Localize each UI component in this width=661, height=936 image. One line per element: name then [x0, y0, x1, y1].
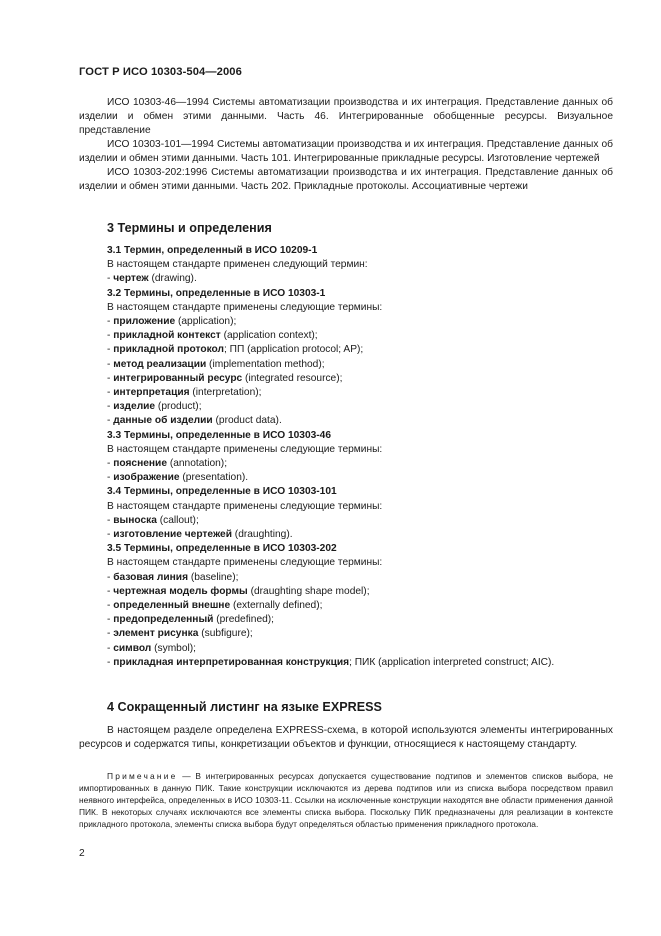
term-bullet: - [107, 642, 114, 654]
term-item [107, 656, 613, 670]
term-name: чертеж [113, 273, 149, 285]
term-translation: (implementation method); [206, 358, 325, 370]
term-translation: (annotation); [167, 458, 228, 470]
term-translation: (application); [175, 316, 237, 328]
term-name: данные об изделии [113, 415, 213, 427]
terms-and-definitions [107, 244, 613, 670]
term-bullet: - [107, 372, 114, 384]
section-3-heading: 3 Термины и определения [107, 221, 272, 235]
note-paragraph [79, 770, 613, 830]
term-item [107, 514, 613, 528]
term-item [107, 571, 613, 585]
term-item [107, 457, 613, 471]
term-name: чертежная модель формы [113, 585, 248, 597]
reference-item: ИСО 10303-202:1996 Системы автоматизации производства и их интеграция. Представление данных об изделии и обмен этими данными. Часть 202. Прикладные протоколы. Ассоциативные чертежи [79, 167, 613, 192]
term-item [107, 414, 613, 428]
term-item [107, 343, 613, 357]
term-translation: ; ПИК (application interpreted construct; AIC). [349, 656, 555, 668]
term-bullet: - [107, 330, 114, 342]
term-name: элемент рисунка [113, 628, 199, 640]
term-bullet: - [107, 529, 114, 541]
term-bullet: - [107, 628, 114, 640]
term-bullet: - [107, 316, 114, 328]
term-name: прикладной протокол [113, 344, 224, 356]
section-4-heading: 4 Сокращенный листинг на языке EXPRESS [107, 700, 382, 714]
term-item [107, 528, 613, 542]
term-translation: (subfigure); [198, 628, 253, 640]
term-bullet: - [107, 472, 114, 484]
term-translation: (callout); [156, 514, 199, 526]
term-bullet: - [107, 600, 114, 612]
subsection-intro: В настоящем стандарте применены следующие термины: [107, 301, 383, 313]
subsection-heading: 3.5 Термины, определенные в ИСО 10303-202 [107, 543, 337, 555]
subsection-heading: 3.4 Термины, определенные в ИСО 10303-101 [107, 486, 337, 498]
term-name: базовая линия [113, 571, 189, 583]
term-bullet: - [107, 585, 114, 597]
term-item [107, 329, 613, 343]
page-number: 2 [79, 848, 85, 859]
term-bullet: - [107, 571, 114, 583]
term-translation: (product data). [212, 415, 282, 427]
section-4-body [79, 724, 613, 752]
normative-references-list [79, 96, 613, 194]
subsection-intro: В настоящем стандарте применены следующие термины: [107, 500, 383, 512]
term-translation: (symbol); [151, 642, 196, 654]
subsection-heading: 3.1 Термин, определенный в ИСО 10209-1 [107, 245, 318, 256]
term-name: изготовление чертежей [113, 529, 232, 541]
term-bullet: - [107, 358, 114, 370]
term-translation: (presentation). [179, 472, 249, 484]
term-item [107, 372, 613, 386]
reference-item: ИСО 10303-46—1994 Системы автоматизации производства и их интеграция. Представление данных об изделии и обмен этими данными. Часть 46. Интегрированные обобщенные ресурсы. Визуальное представление [79, 97, 613, 136]
term-name: изделие [113, 401, 156, 413]
term-item [107, 585, 613, 599]
subsection-intro: В настоящем стандарте применен следующий термин: [107, 259, 368, 271]
term-item [107, 272, 613, 286]
term-bullet: - [107, 344, 114, 356]
section-4-paragraph: В настоящем разделе определена EXPRESS-схема, в которой используются элементы интегрированных ресурсов и содержатся типы, конкретизации объектов и функции, относящиеся к настоящему стандарту. [79, 725, 613, 750]
term-translation: (draughting). [231, 529, 293, 541]
term-translation: (interpretation); [189, 387, 262, 399]
term-bullet: - [107, 656, 114, 668]
term-translation: (application context); [220, 330, 318, 342]
standard-header: ГОСТ Р ИСО 10303-504—2006 [79, 66, 242, 78]
term-name: выноска [113, 514, 157, 526]
subsection-intro: В настоящем стандарте применены следующие термины: [107, 557, 383, 569]
term-translation: (predefined); [213, 614, 275, 626]
term-translation: (integrated resource); [242, 372, 343, 384]
term-item [107, 599, 613, 613]
term-name: прикладной контекст [113, 330, 221, 342]
term-name: прикладная интерпретированная конструкция [113, 656, 350, 668]
term-bullet: - [107, 514, 114, 526]
note-text: — В интегрированных ресурсах допускается существование подтипов и элементов списков выбора, не импортированных в данную ПИК. Такие конструкции исключаются из дерева подтипов или из списка выбора посредством правил неявного интерфейса, определенных в ИСО 10303-11. Ссылки на исключенные конструкции находятся вне области применения данной ПИК. В некоторых случаях исключаются все элементы списка выбора. Поскольку ПИК предназначены для реализации в контексте прикладного протокола, элементы списка выбора будут определяться областью применения прикладного протокола. [79, 771, 613, 829]
term-translation: (drawing). [148, 273, 197, 285]
term-translation: (baseline); [188, 571, 239, 583]
term-bullet: - [107, 387, 114, 399]
term-translation: (product); [155, 401, 202, 413]
reference-item: ИСО 10303-101—1994 Системы автоматизации производства и их интеграция. Представление данных об изделии и обмен этими данными. Часть 101. Интегрированные прикладные ресурсы. Изготовление чертежей [79, 139, 613, 164]
term-bullet: - [107, 415, 114, 427]
term-name: изображение [113, 472, 180, 484]
term-name: метод реализации [113, 358, 207, 370]
term-name: определенный внешне [113, 600, 231, 612]
term-name: символ [113, 642, 152, 654]
term-name: предопределенный [113, 614, 214, 626]
term-name: интерпретация [113, 387, 190, 399]
term-bullet: - [107, 614, 114, 626]
term-item [107, 642, 613, 656]
term-translation: ; ПП (application protocol; AP); [224, 344, 364, 356]
term-name: интегрированный ресурс [113, 372, 243, 384]
term-bullet: - [107, 401, 114, 413]
term-item [107, 315, 613, 329]
term-item [107, 627, 613, 641]
subsection-intro: В настоящем стандарте применены следующие термины: [107, 443, 383, 455]
subsection-heading: 3.2 Термины, определенные в ИСО 10303-1 [107, 287, 326, 299]
term-item [107, 358, 613, 372]
term-bullet: - [107, 273, 114, 285]
term-item [107, 386, 613, 400]
note-label: Примечание [107, 771, 178, 781]
term-translation: (draughting shape model); [247, 585, 370, 597]
subsection-heading: 3.3 Термины, определенные в ИСО 10303-46 [107, 429, 332, 441]
term-name: пояснение [113, 458, 167, 470]
term-item [107, 613, 613, 627]
term-item [107, 471, 613, 485]
term-name: приложение [113, 316, 176, 328]
term-translation: (externally defined); [230, 600, 323, 612]
term-item [107, 400, 613, 414]
term-bullet: - [107, 458, 114, 470]
